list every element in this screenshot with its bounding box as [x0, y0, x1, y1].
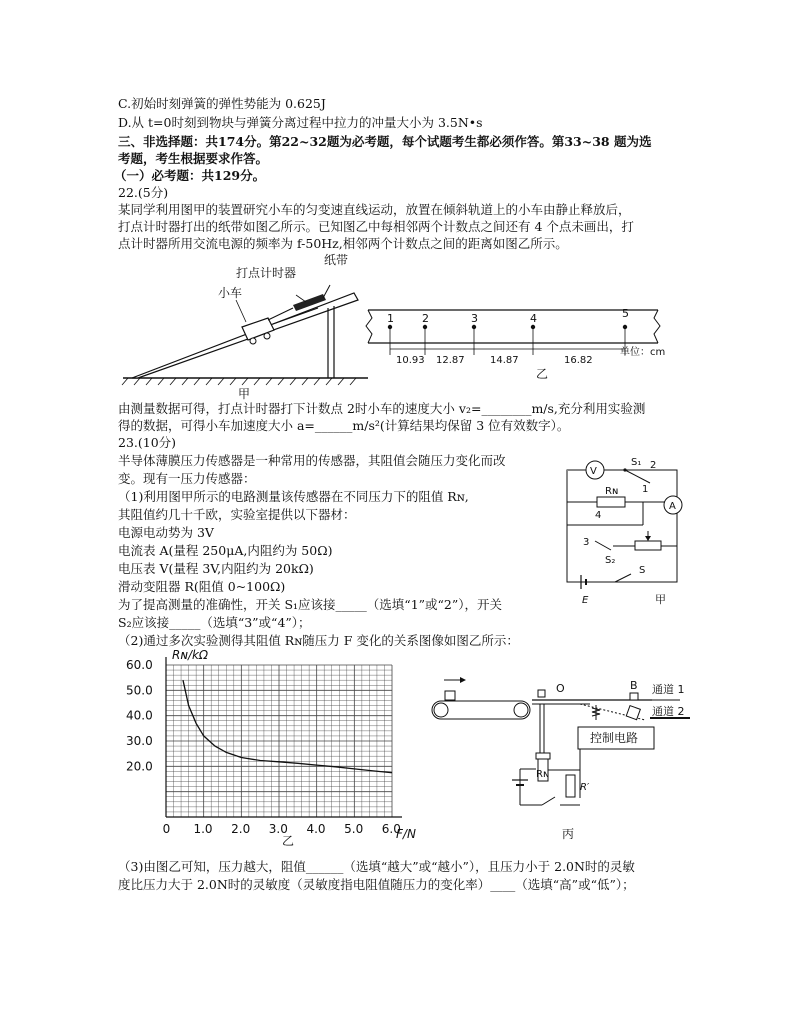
node-4: 4 — [595, 510, 602, 521]
y-tick-label: 50.0 — [126, 683, 153, 698]
q23-rheostat: 滑动变阻器 R(阻值 0~100Ω) — [118, 579, 286, 594]
q23-para-7: 度比压力大于 2.0N时的灵敏度（灵敏度指电阻值随压力的变化率）____（选填“高”或“低”）； — [118, 877, 635, 892]
tape-label: 纸带 — [324, 253, 349, 267]
section-3-heading-cont: 考题，考生根据要求作答。 — [118, 151, 269, 166]
x-tick-label: 3.0 — [268, 822, 288, 836]
q23-para-4: 其阻值约几十千欧，实验室提供以下器材： — [118, 507, 356, 522]
x-axis-label: F/N — [396, 827, 416, 841]
channel-1-label: 通道 1 — [652, 683, 685, 696]
option-d: D.从 t=0时刻到物块与弹簧分离过程中拉力的冲量大小为 3.5N•s — [118, 115, 483, 130]
tape-unit: 单位：cm — [620, 347, 666, 358]
sorter-rn-label: Rɴ — [536, 769, 550, 780]
section-3-heading: 三、非选择题：共174分。第22~32题为必考题，每个试题考生都必须作答。第33~38 题为选 — [118, 134, 652, 149]
emf-label: E — [582, 595, 589, 606]
q23-para-6: （3)由图乙可知，压力越大，阻值______（选填“越大”或“越小”），且压力小于 2.0N时的灵敏 — [118, 859, 635, 874]
tape-point-3: 3 — [471, 312, 478, 325]
x-tick-label: 0 — [162, 822, 171, 836]
channel-2-label: 通道 2 — [652, 705, 685, 718]
q22-para-1: 某同学利用图甲的装置研究小车的匀变速直线运动，放置在倾斜轨道上的小车由静止释放后， — [118, 202, 631, 217]
x-tick-label: 4.0 — [306, 822, 326, 836]
tape-point-1: 1 — [387, 312, 394, 325]
q22-para-3: 点计时器所用交流电源的频率为 f-50Hz,相邻两个计数点之间的距离如图乙所示。 — [118, 236, 568, 251]
incline-figure — [118, 250, 378, 400]
sorter-caption: 丙 — [562, 827, 575, 841]
node-3: 3 — [583, 537, 590, 548]
q23-emf: 电源电动势为 3V — [118, 525, 214, 540]
x-tick-label: 1.0 — [193, 822, 213, 836]
tape-dist-1: 10.93 — [396, 355, 425, 366]
tape-point-4: 4 — [530, 312, 537, 325]
tape-dist-3: 14.87 — [490, 355, 519, 366]
q23-ammeter: 电流表 A(量程 250μA,内阻约为 50Ω) — [118, 543, 333, 558]
x-tick-label: 6.0 — [381, 822, 401, 836]
q23-para-5: （2)通过多次实验测得其阻值 Rɴ随压力 F 变化的关系图像如图乙所示： — [118, 633, 519, 648]
point-b-label: B — [630, 679, 638, 692]
y-tick-label: 20.0 — [126, 759, 153, 774]
circuit-caption: 甲 — [655, 593, 666, 606]
point-o-label: O — [556, 682, 565, 695]
q23-para-1: 半导体薄膜压力传感器是一种常用的传感器，其阻值会随压力变化而改 — [118, 453, 506, 468]
tape-point-2: 2 — [422, 312, 429, 325]
q23-para-3: （1)利用图甲所示的电路测量该传感器在不同压力下的阻值 Rɴ, — [118, 489, 469, 504]
rn-label: Rɴ — [605, 486, 619, 497]
r-prime-label: R′ — [580, 782, 590, 793]
y-tick-label: 30.0 — [126, 734, 153, 748]
node-1: 1 — [642, 484, 649, 495]
y-axis-label: Rɴ/kΩ — [172, 648, 209, 662]
x-tick-label: 2.0 — [231, 822, 251, 836]
tape-caption: 乙 — [536, 367, 549, 381]
q23-switch-s2: S₂应该接_____（选填“3”或“4”）； — [118, 615, 311, 630]
option-c: C.初始时刻弹簧的弹性势能为 0.625J — [118, 96, 326, 111]
voltmeter-symbol: V — [590, 466, 597, 477]
q23-para-2: 变。现有一压力传感器： — [118, 471, 256, 486]
chart-caption: 乙 — [282, 834, 295, 848]
node-2: 2 — [650, 460, 657, 471]
y-tick-label: 40.0 — [126, 708, 153, 723]
timer-label: 打点计时器 — [236, 266, 297, 280]
incline-caption: 甲 — [238, 387, 251, 401]
q23-switch-s1: 为了提高测量的准确性，开关 S₁应该接_____（选填“1”或“2”），开关 — [118, 597, 503, 612]
x-tick-label: 5.0 — [344, 822, 364, 836]
s2-label: S₂ — [605, 555, 616, 566]
control-circuit-label: 控制电路 — [590, 731, 639, 745]
q22-answer-2: 得的数据，可得小车加速度大小 a=______m/s²(计算结果均保留 3 位有效数字）。 — [118, 418, 570, 433]
cart-label: 小车 — [218, 286, 243, 300]
q22-para-2: 打点计时器打出的纸带如图乙所示。已知图乙中每相邻两个计数点之间还有 4 个点未画出，打 — [118, 219, 634, 234]
tape-point-5: 5 — [622, 307, 629, 320]
ammeter-symbol: A — [669, 501, 676, 512]
rn-curve — [183, 680, 392, 773]
q22-answer-1: 由测量数据可得，打点计时器打下计数点 2时小车的速度大小 v₂=________m/s,充分利用实验测 — [118, 401, 646, 416]
tape-dist-4: 16.82 — [564, 355, 593, 366]
q23-heading: 23.(10分) — [118, 435, 177, 450]
tape-dist-2: 12.87 — [436, 355, 465, 366]
y-tick-label: 60.0 — [126, 658, 153, 672]
q22-heading: 22.(5分) — [118, 185, 169, 200]
sorter-figure — [430, 675, 710, 845]
required-heading: （一）必考题：共129分。 — [114, 168, 266, 183]
s-label: S — [639, 565, 646, 576]
circuit-figure — [555, 455, 685, 605]
q23-voltmeter: 电压表 V(量程 3V,内阻约为 20kΩ) — [118, 561, 314, 576]
resistance-force-chart — [118, 645, 418, 848]
tape-figure — [368, 305, 668, 385]
s1-label: S₁ — [631, 457, 642, 468]
